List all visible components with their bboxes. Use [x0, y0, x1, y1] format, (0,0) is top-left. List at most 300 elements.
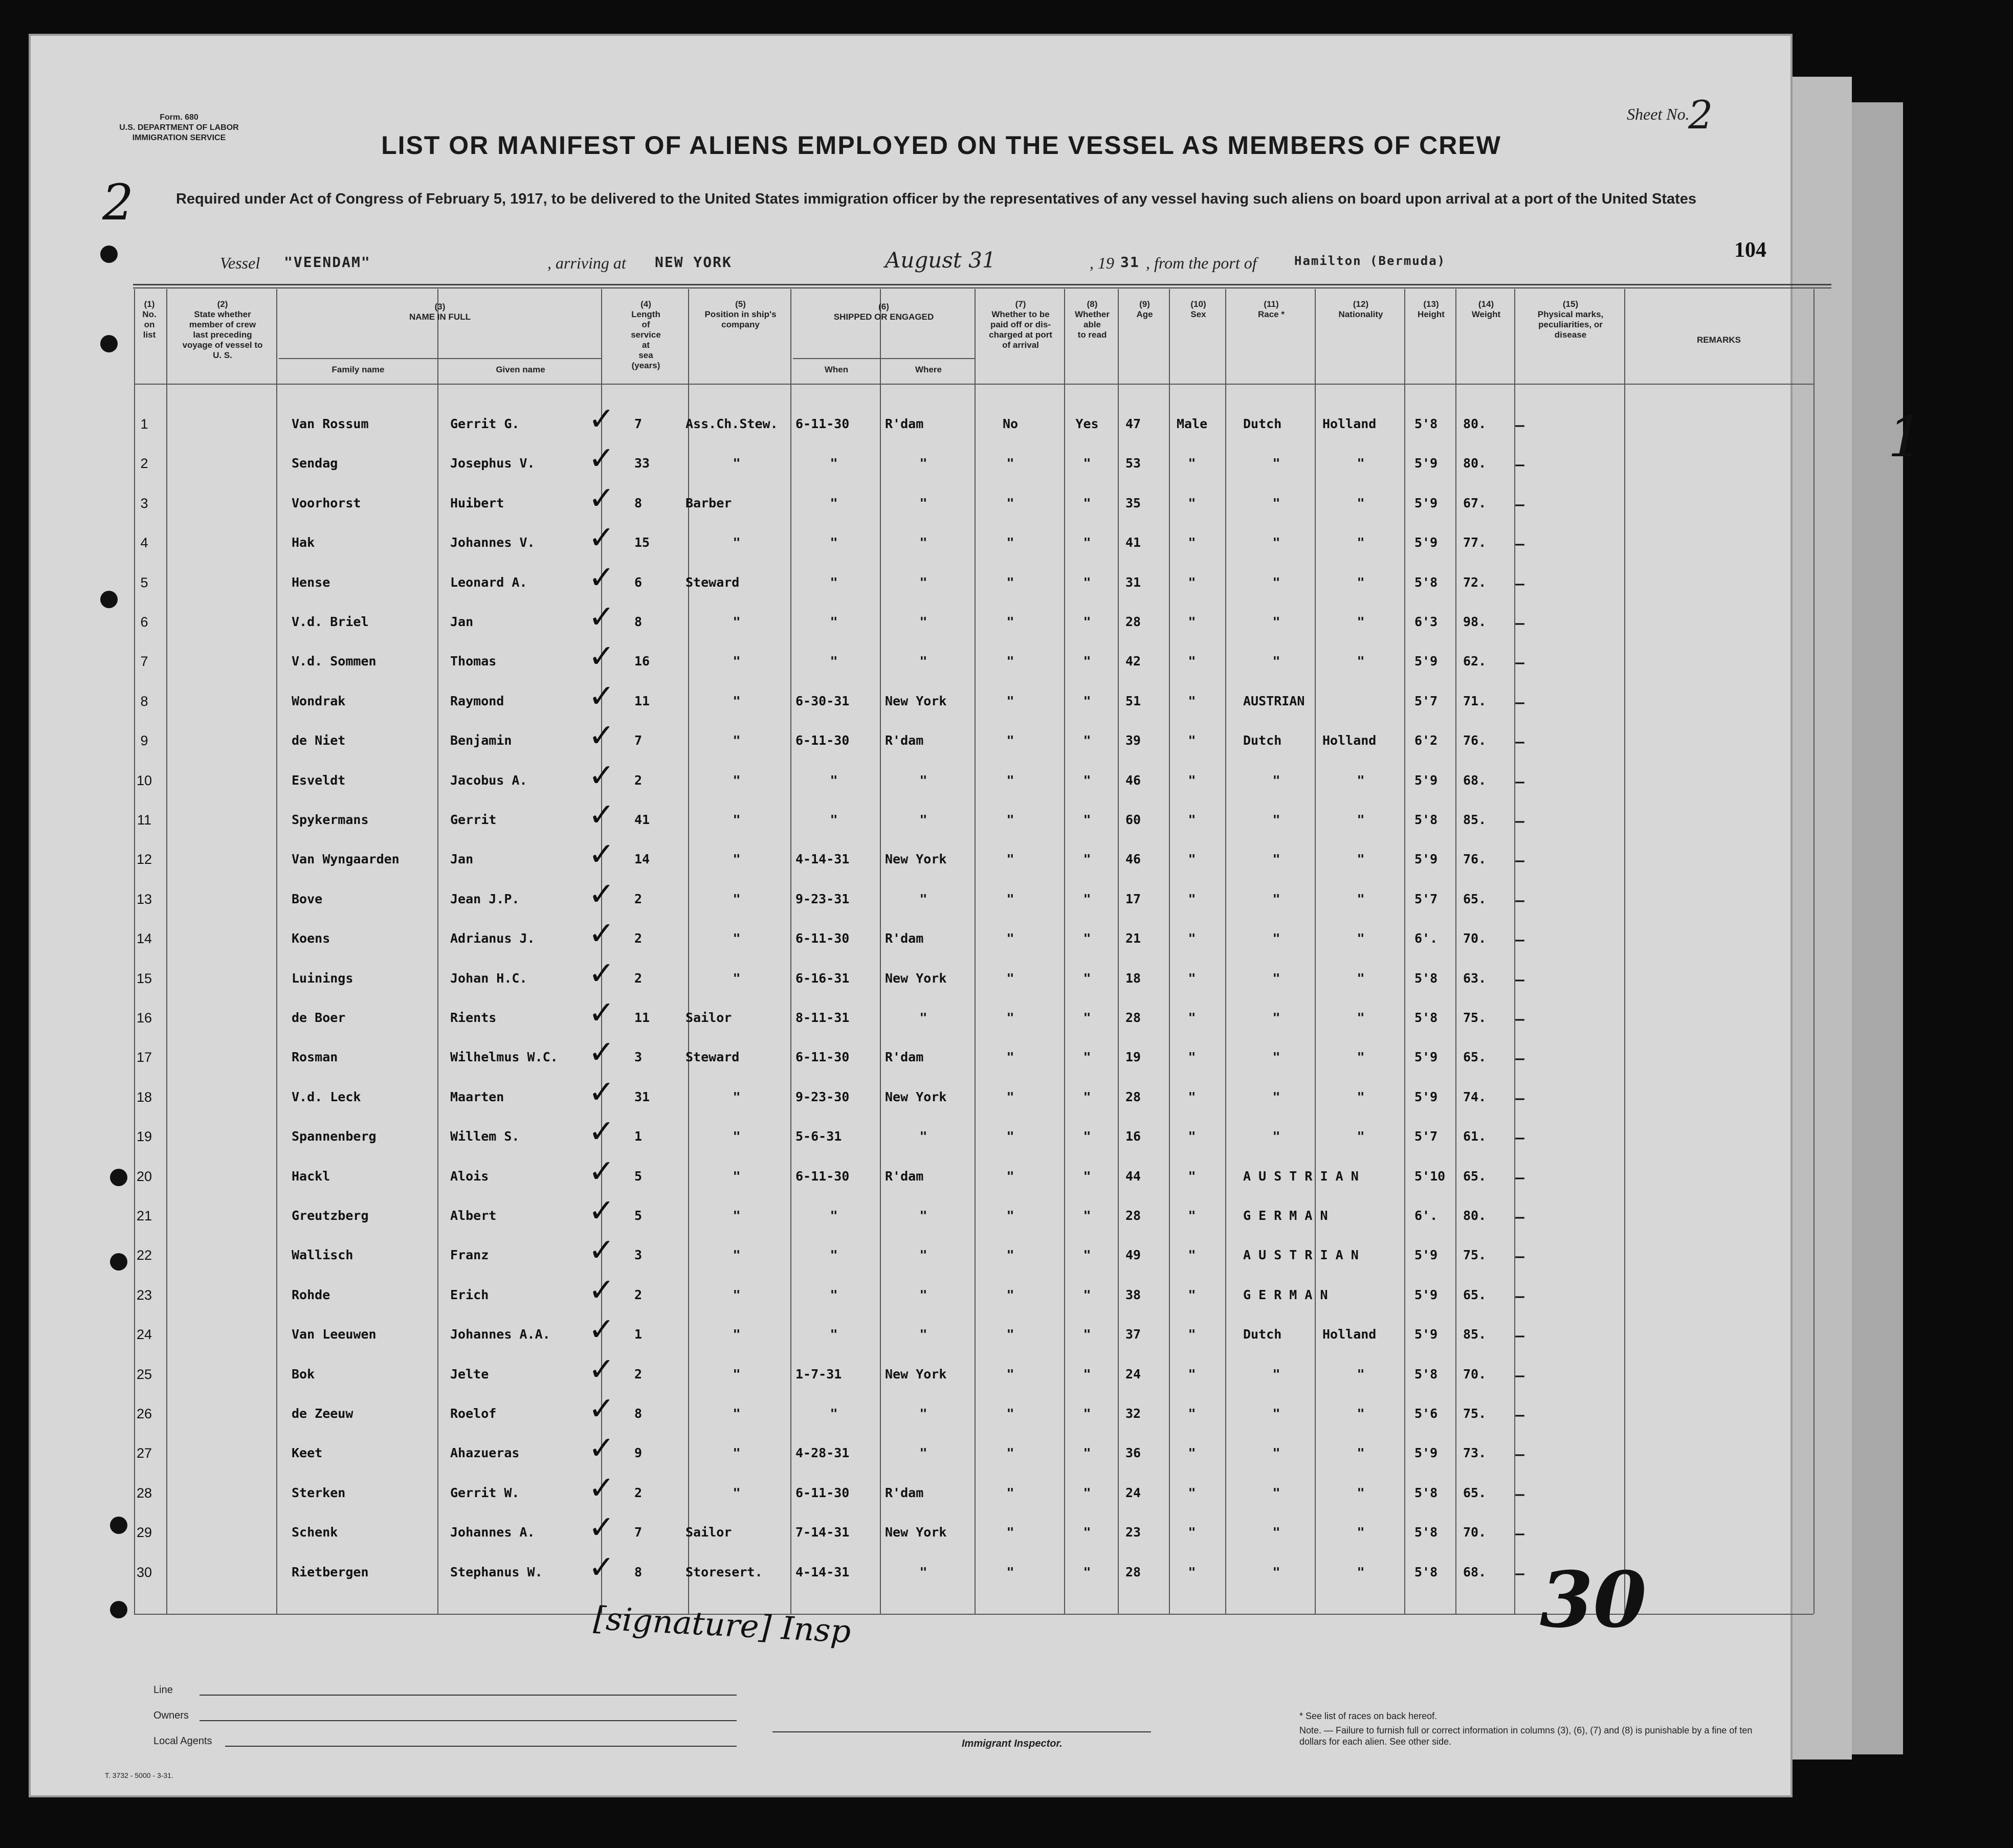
ship-position-cell: " [733, 1485, 741, 1500]
able-to-read-cell: " [1083, 1565, 1091, 1579]
ship-position-cell: " [733, 892, 741, 906]
years-at-sea-cell: 1 [634, 1129, 643, 1144]
list-number-cell: 11 [137, 812, 152, 828]
paid-off-status-cell: " [1006, 1565, 1014, 1579]
family-name-cell: Sterken [292, 1485, 346, 1500]
shipped-where-cell: R'dam [885, 1485, 924, 1500]
margin-mark: 2 [102, 174, 134, 231]
shipped-when-cell: 6-11-30 [795, 1169, 850, 1184]
weight-cell: 68. [1463, 773, 1487, 788]
paid-off-status-cell: " [1006, 456, 1014, 471]
family-name-cell: Van Rossum [292, 416, 369, 431]
given-name-cell: Franz [450, 1248, 489, 1262]
shipped-when-cell: 6-30-31 [795, 694, 850, 708]
able-to-read-cell: " [1083, 1327, 1091, 1342]
tally-mark-icon: – [1514, 887, 1525, 913]
race-cell: A U S T R I A N [1243, 1248, 1359, 1262]
header-position: (5) Position in ship's company [704, 299, 777, 329]
height-cell: 5'9 [1414, 496, 1438, 510]
sex-cell: " [1188, 892, 1196, 906]
ship-position-cell: " [733, 733, 741, 748]
tally-mark-icon: – [1514, 728, 1525, 754]
ship-position-cell: " [733, 931, 741, 946]
race-cell: " [1272, 892, 1280, 906]
column-divider [276, 289, 277, 1614]
from-port-label: , from the port of [1146, 254, 1257, 272]
column-divider [1225, 289, 1226, 1614]
year-prefix: , 19 [1090, 254, 1114, 272]
nationality-cell: " [1357, 1485, 1365, 1500]
check-mark-icon: ✓ [588, 1429, 615, 1466]
race-cell: " [1272, 931, 1280, 946]
family-name-cell: Van Wyngaarden [292, 852, 400, 866]
paid-off-status-cell: " [1006, 971, 1014, 986]
form-identification [118, 113, 240, 143]
given-name-cell: Adrianus J. [450, 931, 535, 946]
given-name-cell: Alois [450, 1169, 489, 1184]
check-mark-icon: ✓ [588, 1548, 615, 1586]
race-cell: " [1272, 773, 1280, 788]
tally-mark-icon: – [1514, 768, 1525, 794]
tally-mark-icon: – [1514, 1045, 1525, 1071]
tally-mark-icon: – [1514, 649, 1525, 675]
sex-cell: " [1188, 1327, 1196, 1342]
years-at-sea-cell: 8 [634, 614, 643, 629]
sex-cell: " [1188, 1129, 1196, 1144]
footer-agents-label: Local Agents [153, 1735, 212, 1747]
shipped-where-cell: New York [885, 1525, 947, 1540]
years-at-sea-cell: 9 [634, 1445, 643, 1460]
tally-mark-icon: – [1514, 1520, 1525, 1546]
nationality-cell: " [1357, 575, 1365, 590]
column-divider [1118, 289, 1119, 1614]
list-number-cell: 18 [136, 1089, 152, 1105]
shipped-when-cell: " [830, 1287, 838, 1302]
check-mark-icon: ✓ [588, 1033, 615, 1071]
age-cell: 35 [1125, 496, 1141, 510]
given-name-cell: Stephanus W. [450, 1565, 543, 1579]
header-weight: (14) Weight [1471, 299, 1501, 319]
given-name-cell: Leonard A. [450, 575, 527, 590]
sex-cell: " [1188, 971, 1196, 986]
check-mark-icon: ✓ [588, 915, 615, 952]
able-to-read-cell: " [1083, 575, 1091, 590]
ship-position-cell: " [733, 535, 741, 550]
vessel-label: Vessel [220, 254, 260, 272]
column-divider [1813, 289, 1815, 1614]
list-number-cell: 25 [136, 1367, 152, 1382]
years-at-sea-cell: 1 [634, 1327, 643, 1342]
height-cell: 5'10 [1414, 1169, 1446, 1184]
height-cell: 5'7 [1414, 1129, 1438, 1144]
ship-position-cell: " [733, 773, 741, 788]
list-number-cell: 10 [136, 773, 152, 788]
list-number-cell: 6 [140, 614, 148, 630]
family-name-cell: Luinings [292, 971, 353, 986]
given-name-cell: Gerrit W. [450, 1485, 520, 1500]
check-mark-icon: ✓ [588, 756, 615, 794]
height-cell: 5'7 [1414, 694, 1438, 708]
nationality-cell: " [1357, 1525, 1365, 1540]
check-mark-icon: ✓ [588, 835, 615, 873]
age-cell: 23 [1125, 1525, 1141, 1540]
height-cell: 5'9 [1414, 535, 1438, 550]
footer-agents-rule [225, 1746, 737, 1747]
given-name-cell: Ahazueras [450, 1445, 520, 1460]
list-number-cell: 21 [136, 1208, 152, 1223]
column-divider [1064, 289, 1065, 1614]
age-cell: 37 [1125, 1327, 1141, 1342]
shipped-when-cell: " [830, 575, 838, 590]
years-at-sea-cell: 2 [634, 971, 643, 986]
tally-mark-icon: – [1514, 1204, 1525, 1230]
weight-cell: 73. [1463, 1445, 1487, 1460]
age-cell: 46 [1125, 852, 1141, 866]
footer-races-note: * See list of races on back hereof. [1299, 1711, 1437, 1721]
list-number-cell: 14 [136, 931, 152, 946]
ship-position-cell: " [733, 1169, 741, 1184]
sex-cell: " [1188, 773, 1196, 788]
header-remarks: REMARKS [1697, 335, 1741, 345]
list-number-cell: 17 [136, 1050, 152, 1065]
column-divider [166, 289, 167, 1614]
able-to-read-cell: " [1083, 1485, 1091, 1500]
header-service: (4) Length of service at sea (years) [631, 299, 661, 370]
sex-cell: " [1188, 694, 1196, 708]
years-at-sea-cell: 5 [634, 1169, 643, 1184]
paid-off-status-cell: " [1006, 1485, 1014, 1500]
list-number-cell: 5 [140, 575, 148, 590]
check-mark-icon: ✓ [588, 1192, 615, 1229]
tally-mark-icon: – [1514, 1362, 1525, 1388]
list-number-cell: 4 [140, 535, 148, 550]
shipped-when-cell: " [830, 1248, 838, 1262]
shipped-where-cell: " [919, 892, 927, 906]
check-mark-icon: ✓ [588, 994, 615, 1031]
family-name-cell: Esveldt [292, 773, 346, 788]
ship-position-cell: Steward [685, 575, 740, 590]
paid-off-status-cell: " [1006, 931, 1014, 946]
paid-off-status-cell: " [1006, 852, 1014, 866]
sex-cell: " [1188, 931, 1196, 946]
nationality-cell: " [1357, 773, 1365, 788]
race-cell: AUSTRIAN [1243, 694, 1305, 708]
nationality-cell: Holland [1322, 1327, 1377, 1342]
sex-cell: " [1188, 1367, 1196, 1382]
years-at-sea-cell: 16 [634, 654, 650, 669]
weight-cell: 85. [1463, 1327, 1487, 1342]
nationality-cell: " [1357, 1565, 1365, 1579]
years-at-sea-cell: 11 [634, 1010, 650, 1025]
given-name-cell: Johannes A.A. [450, 1327, 550, 1342]
shipped-where-cell: R'dam [885, 733, 924, 748]
sex-cell: " [1188, 1287, 1196, 1302]
height-cell: 5'8 [1414, 1485, 1438, 1500]
paid-off-status-cell: " [1006, 1129, 1014, 1144]
able-to-read-cell: " [1083, 614, 1091, 629]
age-cell: 38 [1125, 1287, 1141, 1302]
height-cell: 5'9 [1414, 1050, 1438, 1064]
shipped-where-cell: " [919, 456, 927, 471]
height-cell: 6'. [1414, 931, 1438, 946]
shipped-where-cell: New York [885, 1367, 947, 1382]
nationality-cell: " [1357, 1089, 1365, 1104]
tally-mark-icon: – [1514, 1006, 1525, 1032]
able-to-read-cell: " [1083, 892, 1091, 906]
paid-off-status-cell: " [1006, 892, 1014, 906]
family-name-cell: V.d. Sommen [292, 654, 377, 669]
weight-cell: 70. [1463, 1525, 1487, 1540]
sex-cell: " [1188, 1248, 1196, 1262]
tally-mark-icon: – [1514, 1243, 1525, 1269]
able-to-read-cell: " [1083, 1169, 1091, 1184]
list-number-cell: 23 [136, 1287, 152, 1303]
check-mark-icon: ✓ [588, 1390, 615, 1427]
nationality-cell: " [1357, 1010, 1365, 1025]
sheet-no-label: Sheet No. [1627, 105, 1690, 123]
age-cell: 28 [1125, 614, 1141, 629]
paid-off-status-cell: " [1006, 1169, 1014, 1184]
race-cell: G E R M A N [1243, 1208, 1328, 1223]
race-cell: " [1272, 1089, 1280, 1104]
shipped-when-cell: " [830, 773, 838, 788]
tally-mark-icon: – [1514, 689, 1525, 715]
able-to-read-cell: Yes [1075, 416, 1099, 431]
tally-mark-icon: – [1514, 808, 1525, 834]
ship-position-cell: " [733, 1089, 741, 1104]
shipped-where-cell: New York [885, 971, 947, 986]
given-name-cell: Albert [450, 1208, 497, 1223]
shipped-when-cell: 6-11-30 [795, 931, 850, 946]
list-number-cell: 28 [136, 1485, 152, 1501]
check-mark-icon: ✓ [588, 479, 615, 517]
race-cell: " [1272, 1565, 1280, 1579]
paid-off-status-cell: " [1006, 812, 1014, 827]
sex-cell: Male [1177, 416, 1208, 431]
ship-position-cell: " [733, 1327, 741, 1342]
family-name-cell: Hense [292, 575, 330, 590]
shipped-where-cell: " [919, 654, 927, 669]
check-mark-icon: ✓ [588, 1350, 615, 1388]
age-cell: 28 [1125, 1010, 1141, 1025]
years-at-sea-cell: 15 [634, 535, 650, 550]
nationality-cell: " [1357, 1367, 1365, 1382]
family-name-cell: Rosman [292, 1050, 338, 1064]
form-number: Form. 680 [160, 113, 198, 122]
ship-position-cell: Steward [685, 1050, 740, 1064]
row-divider [793, 358, 975, 359]
race-cell: " [1272, 1406, 1280, 1421]
paid-off-status-cell: " [1006, 1089, 1014, 1104]
ship-position-cell: Storesert. [685, 1565, 763, 1579]
given-name-cell: Gerrit [450, 812, 497, 827]
given-name-cell: Johannes V. [450, 535, 535, 550]
tally-mark-icon: – [1514, 412, 1525, 438]
family-name-cell: Spykermans [292, 812, 369, 827]
able-to-read-cell: " [1083, 694, 1091, 708]
footer-owners-label: Owners [153, 1710, 189, 1721]
family-name-cell: de Boer [292, 1010, 346, 1025]
column-divider [1624, 289, 1625, 1614]
binder-hole [110, 1169, 127, 1186]
header-name: (3) NAME IN FULL [409, 302, 471, 322]
list-number-cell: 1 [140, 416, 148, 432]
height-cell: 5'9 [1414, 1089, 1438, 1104]
list-number-cell: 8 [140, 694, 148, 709]
race-cell: Dutch [1243, 733, 1282, 748]
years-at-sea-cell: 2 [634, 892, 643, 906]
ship-position-cell: " [733, 694, 741, 708]
shipped-where-cell: New York [885, 1089, 947, 1104]
age-cell: 42 [1125, 654, 1141, 669]
family-name-cell: de Zeeuw [292, 1406, 353, 1421]
check-mark-icon: ✓ [588, 1469, 615, 1506]
binder-hole [100, 591, 118, 608]
footer-owners-rule [200, 1720, 737, 1721]
sex-cell: " [1188, 1050, 1196, 1064]
list-number-cell: 20 [136, 1169, 152, 1184]
sex-cell: " [1188, 496, 1196, 510]
sex-cell: " [1188, 1089, 1196, 1104]
check-mark-icon: ✓ [588, 400, 615, 437]
check-mark-icon: ✓ [588, 875, 615, 912]
race-cell: " [1272, 1050, 1280, 1064]
family-name-cell: V.d. Leck [292, 1089, 361, 1104]
shipped-when-cell: 6-11-30 [795, 733, 850, 748]
row-divider [279, 358, 601, 359]
able-to-read-cell: " [1083, 1367, 1091, 1382]
ship-position-cell: " [733, 971, 741, 986]
shipped-where-cell: R'dam [885, 931, 924, 946]
years-at-sea-cell: 3 [634, 1050, 643, 1064]
family-name-cell: Hak [292, 535, 315, 550]
ship-position-cell: " [733, 1208, 741, 1223]
shipped-when-cell: 5-6-31 [795, 1129, 842, 1144]
age-cell: 44 [1125, 1169, 1141, 1184]
height-cell: 5'8 [1414, 1367, 1438, 1382]
age-cell: 32 [1125, 1406, 1141, 1421]
binder-hole [110, 1517, 127, 1534]
paid-off-status-cell: " [1006, 694, 1014, 708]
height-cell: 5'7 [1414, 892, 1438, 906]
given-name-cell: Rients [450, 1010, 497, 1025]
shipped-where-cell: " [919, 773, 927, 788]
height-cell: 5'9 [1414, 1445, 1438, 1460]
shipped-when-cell: " [830, 614, 838, 629]
height-cell: 5'8 [1414, 1525, 1438, 1540]
age-cell: 16 [1125, 1129, 1141, 1144]
tally-mark-icon: – [1514, 610, 1525, 636]
header-given-name: Given name [496, 365, 545, 374]
inspector-signature-rule [772, 1731, 1151, 1732]
age-cell: 51 [1125, 694, 1141, 708]
shipped-when-cell: " [830, 1208, 838, 1223]
able-to-read-cell: " [1083, 1050, 1091, 1064]
weight-cell: 70. [1463, 931, 1487, 946]
height-cell: 5'6 [1414, 1406, 1438, 1421]
race-cell: " [1272, 575, 1280, 590]
able-to-read-cell: " [1083, 733, 1091, 748]
race-cell: " [1272, 1525, 1280, 1540]
race-cell: A U S T R I A N [1243, 1169, 1359, 1184]
years-at-sea-cell: 8 [634, 1406, 643, 1421]
ship-position-cell: " [733, 456, 741, 471]
shipped-when-cell: " [830, 812, 838, 827]
able-to-read-cell: " [1083, 496, 1091, 510]
sex-cell: " [1188, 1565, 1196, 1579]
able-to-read-cell: " [1083, 1406, 1091, 1421]
nationality-cell: " [1357, 1406, 1365, 1421]
list-number-cell: 27 [136, 1445, 152, 1461]
years-at-sea-cell: 6 [634, 575, 643, 590]
weight-cell: 70. [1463, 1367, 1487, 1382]
check-mark-icon: ✓ [588, 1112, 615, 1150]
list-number-cell: 2 [140, 456, 148, 471]
years-at-sea-cell: 2 [634, 1485, 643, 1500]
age-cell: 31 [1125, 575, 1141, 590]
paid-off-status-cell: " [1006, 496, 1014, 510]
paid-off-status-cell: " [1006, 1327, 1014, 1342]
ship-position-cell: Sailor [685, 1525, 732, 1540]
nationality-cell: Holland [1322, 733, 1377, 748]
column-divider [1169, 289, 1170, 1614]
able-to-read-cell: " [1083, 812, 1091, 827]
able-to-read-cell: " [1083, 654, 1091, 669]
list-number-cell: 22 [136, 1248, 152, 1263]
family-name-cell: Bok [292, 1367, 315, 1382]
nationality-cell: " [1357, 812, 1365, 827]
header-race: (11) Race * [1258, 299, 1285, 319]
tally-mark-icon: – [1514, 1441, 1525, 1467]
height-cell: 5'8 [1414, 416, 1438, 431]
family-name-cell: Bove [292, 892, 323, 906]
check-mark-icon: ✓ [588, 598, 615, 635]
ship-position-cell: Barber [685, 496, 732, 510]
weight-cell: 62. [1463, 654, 1487, 669]
height-cell: 5'9 [1414, 852, 1438, 866]
header-height: (13) Height [1418, 299, 1445, 319]
check-mark-icon: ✓ [588, 1152, 615, 1190]
given-name-cell: Jacobus A. [450, 773, 527, 788]
binder-hole [100, 335, 118, 352]
nationality-cell: " [1357, 1129, 1365, 1144]
ship-position-cell: " [733, 1287, 741, 1302]
tally-mark-icon: – [1514, 1283, 1525, 1309]
height-cell: 6'. [1414, 1208, 1438, 1223]
age-cell: 36 [1125, 1445, 1141, 1460]
height-cell: 6'2 [1414, 733, 1438, 748]
page-title: LIST OR MANIFEST OF ALIENS EMPLOYED ON THE VESSEL AS MEMBERS OF CREW [381, 131, 1501, 160]
nationality-cell: " [1357, 1050, 1365, 1064]
given-name-cell: Willem S. [450, 1129, 520, 1144]
ship-position-cell: " [733, 654, 741, 669]
weight-cell: 80. [1463, 1208, 1487, 1223]
family-name-cell: Hackl [292, 1169, 330, 1184]
years-at-sea-cell: 2 [634, 1287, 643, 1302]
shipped-when-cell: 4-14-31 [795, 852, 850, 866]
sex-cell: " [1188, 1406, 1196, 1421]
shipped-when-cell: 9-23-30 [795, 1089, 850, 1104]
arrival-port: NEW YORK [655, 254, 732, 271]
tally-mark-icon: – [1514, 1481, 1525, 1507]
given-name-cell: Raymond [450, 694, 504, 708]
height-cell: 5'9 [1414, 773, 1438, 788]
weight-cell: 75. [1463, 1406, 1487, 1421]
ship-position-cell: " [733, 1445, 741, 1460]
able-to-read-cell: " [1083, 456, 1091, 471]
weight-cell: 80. [1463, 416, 1487, 431]
shipped-where-cell: New York [885, 694, 947, 708]
